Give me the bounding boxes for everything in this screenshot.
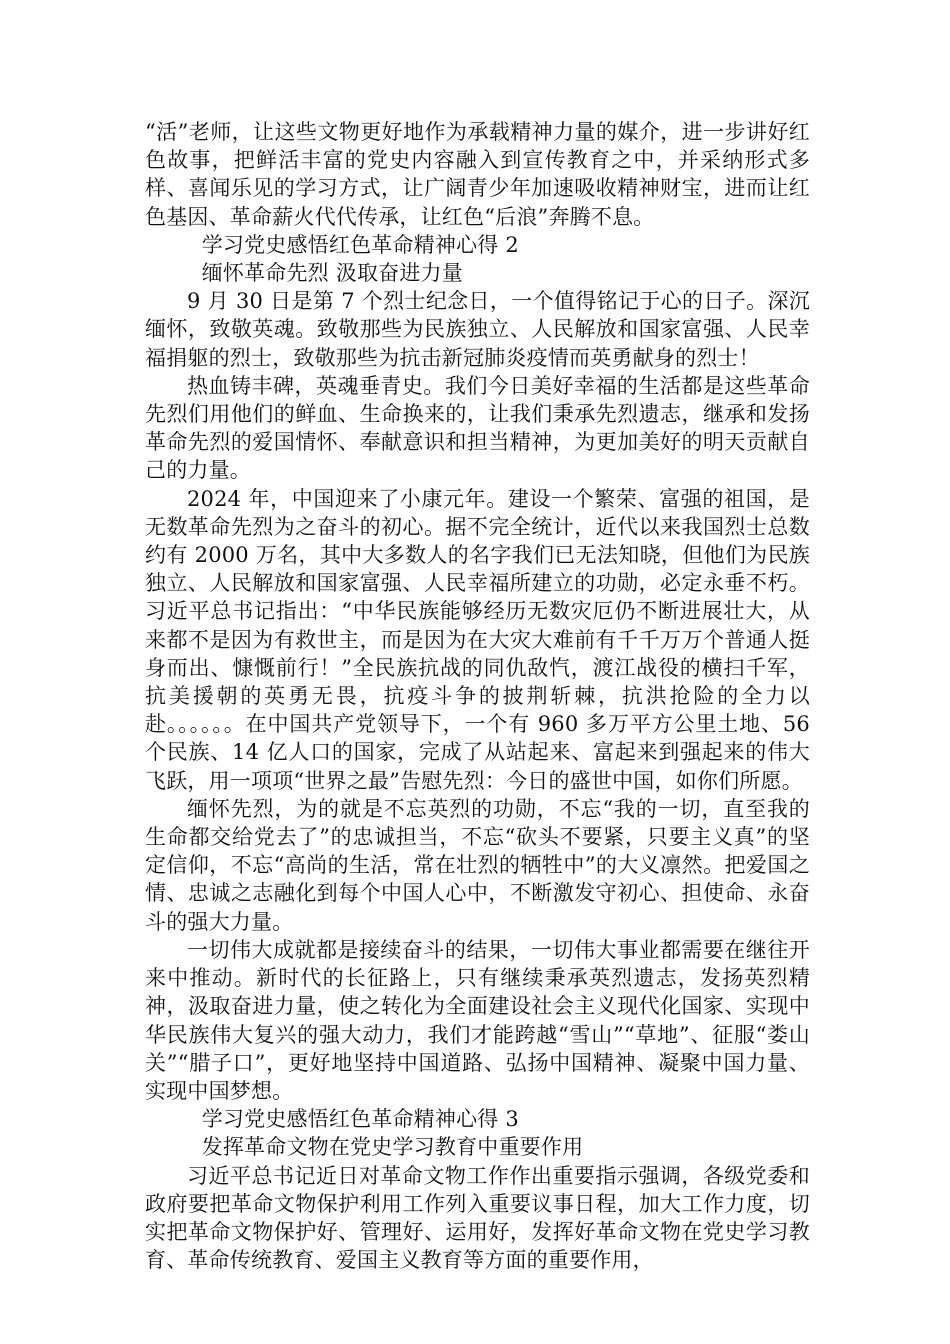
paragraph: 热血铸丰碑，英魂垂青史。我们今日美好幸福的生活都是这些革命先烈们用他们的鲜血、生命换来的，让我们秉承先烈遗志，继承和发扬革命先烈的爱国情怀、奉献意识和担当精神，为更加美好的明天贡献自己的力量。: [145, 373, 810, 483]
paragraph: 缅怀先烈，为的就是不忘英烈的功勋，不忘“我的一切，直至我的生命都交给党去了”的忠诚担当，不忘“砍头不要紧，只要主义真”的坚定信仰，不忘“高尚的生活，常在壮烈的牺牲中”的大义凛然。把爱国之情、忠诚之志融化到每个中国人心中，不断激发守初心、担使命、永奋斗的强大力量。: [145, 796, 810, 934]
document-page: [145, 118, 810, 1274]
section-title-2: 学习党史感悟红色革命精神心得 2: [201, 232, 519, 257]
section-subtitle-3: 发挥革命文物在党史学习教育中重要作用: [201, 1135, 584, 1160]
paragraph: 9 月 30 日是第 7 个烈士纪念日，一个值得铭记于心的日子。深沉缅怀，致敬英魂。致敬那些为民族独立、人民解放和国家富强、人民幸福捐躯的烈士，致敬那些为抗击新冠肺炎疫情而英勇献身的烈士！: [145, 289, 810, 370]
section-title-3: 学习党史感悟红色革命精神心得 3: [201, 1107, 519, 1132]
section-subtitle-2: 缅怀革命先烈 汲取奋进力量: [201, 261, 463, 286]
paragraph-continued: “活”老师，让这些文物更好地作为承载精神力量的媒介，进一步讲好红色故事，把鲜活丰富的党史内容融入到宣传教育之中，并采纳形式多样、喜闻乐见的学习方式，让广阔青少年加速吸收精神财宝，进而让红色基因、革命薪火代代传承，让红色“后浪”奔腾不息。: [145, 120, 810, 229]
paragraph: 2024 年，中国迎来了小康元年。建设一个繁荣、富强的祖国，是无数革命先烈为之奋斗的初心。据不完全统计，近代以来我国烈士总数约有 2000 万名，其中大多数人的名字我们已无法知晓，但他们为民族独立、人民解放和国家富强、人民幸福所建立的功勋，必定永垂不朽。习近平总书记指出：“中华民族能够经历无数灾厄仍不断进展壮大，从来都不是因为有救世主，而是因为在大灾大难前有千千万万个普通人挺身而出、慷慨前行！”全民族抗战的同仇敌忾，渡江战役的横扫千军，抗美援朝的英勇无畏，抗疫斗争的披荆斩棘，抗洪抢险的全力以赴。。。。。。在中国共产党领导下，一个有 960 多万平方公里土地、56 个民族、14 亿人口的国家，完成了从站起来、富起来到强起来的伟大飞跃，用一项项“世界之最”告慰先烈：今日的盛世中国，如你们所愿。: [145, 486, 810, 793]
paragraph: 一切伟大成就都是接续奋斗的结果，一切伟大事业都需要在继往开来中推动。新时代的长征路上，只有继续秉承英烈遗志，发扬英烈精神，汲取奋进力量，使之转化为全面建设社会主义现代化国家、实现中华民族伟大复兴的强大动力，我们才能跨越“雪山”“草地”、征服“娄山关”“腊子口”，更好地坚持中国道路、弘扬中国精神、凝聚中国力量、实现中国梦想。: [145, 937, 810, 1103]
paragraph: 习近平总书记近日对革命文物工作作出重要指示强调，各级党委和政府要把革命文物保护利用工作列入重要议事日程，加大工作力度，切实把革命文物保护好、管理好、运用好，发挥好革命文物在党史学习教育、革命传统教育、爱国主义教育等方面的重要作用，: [145, 1163, 810, 1273]
